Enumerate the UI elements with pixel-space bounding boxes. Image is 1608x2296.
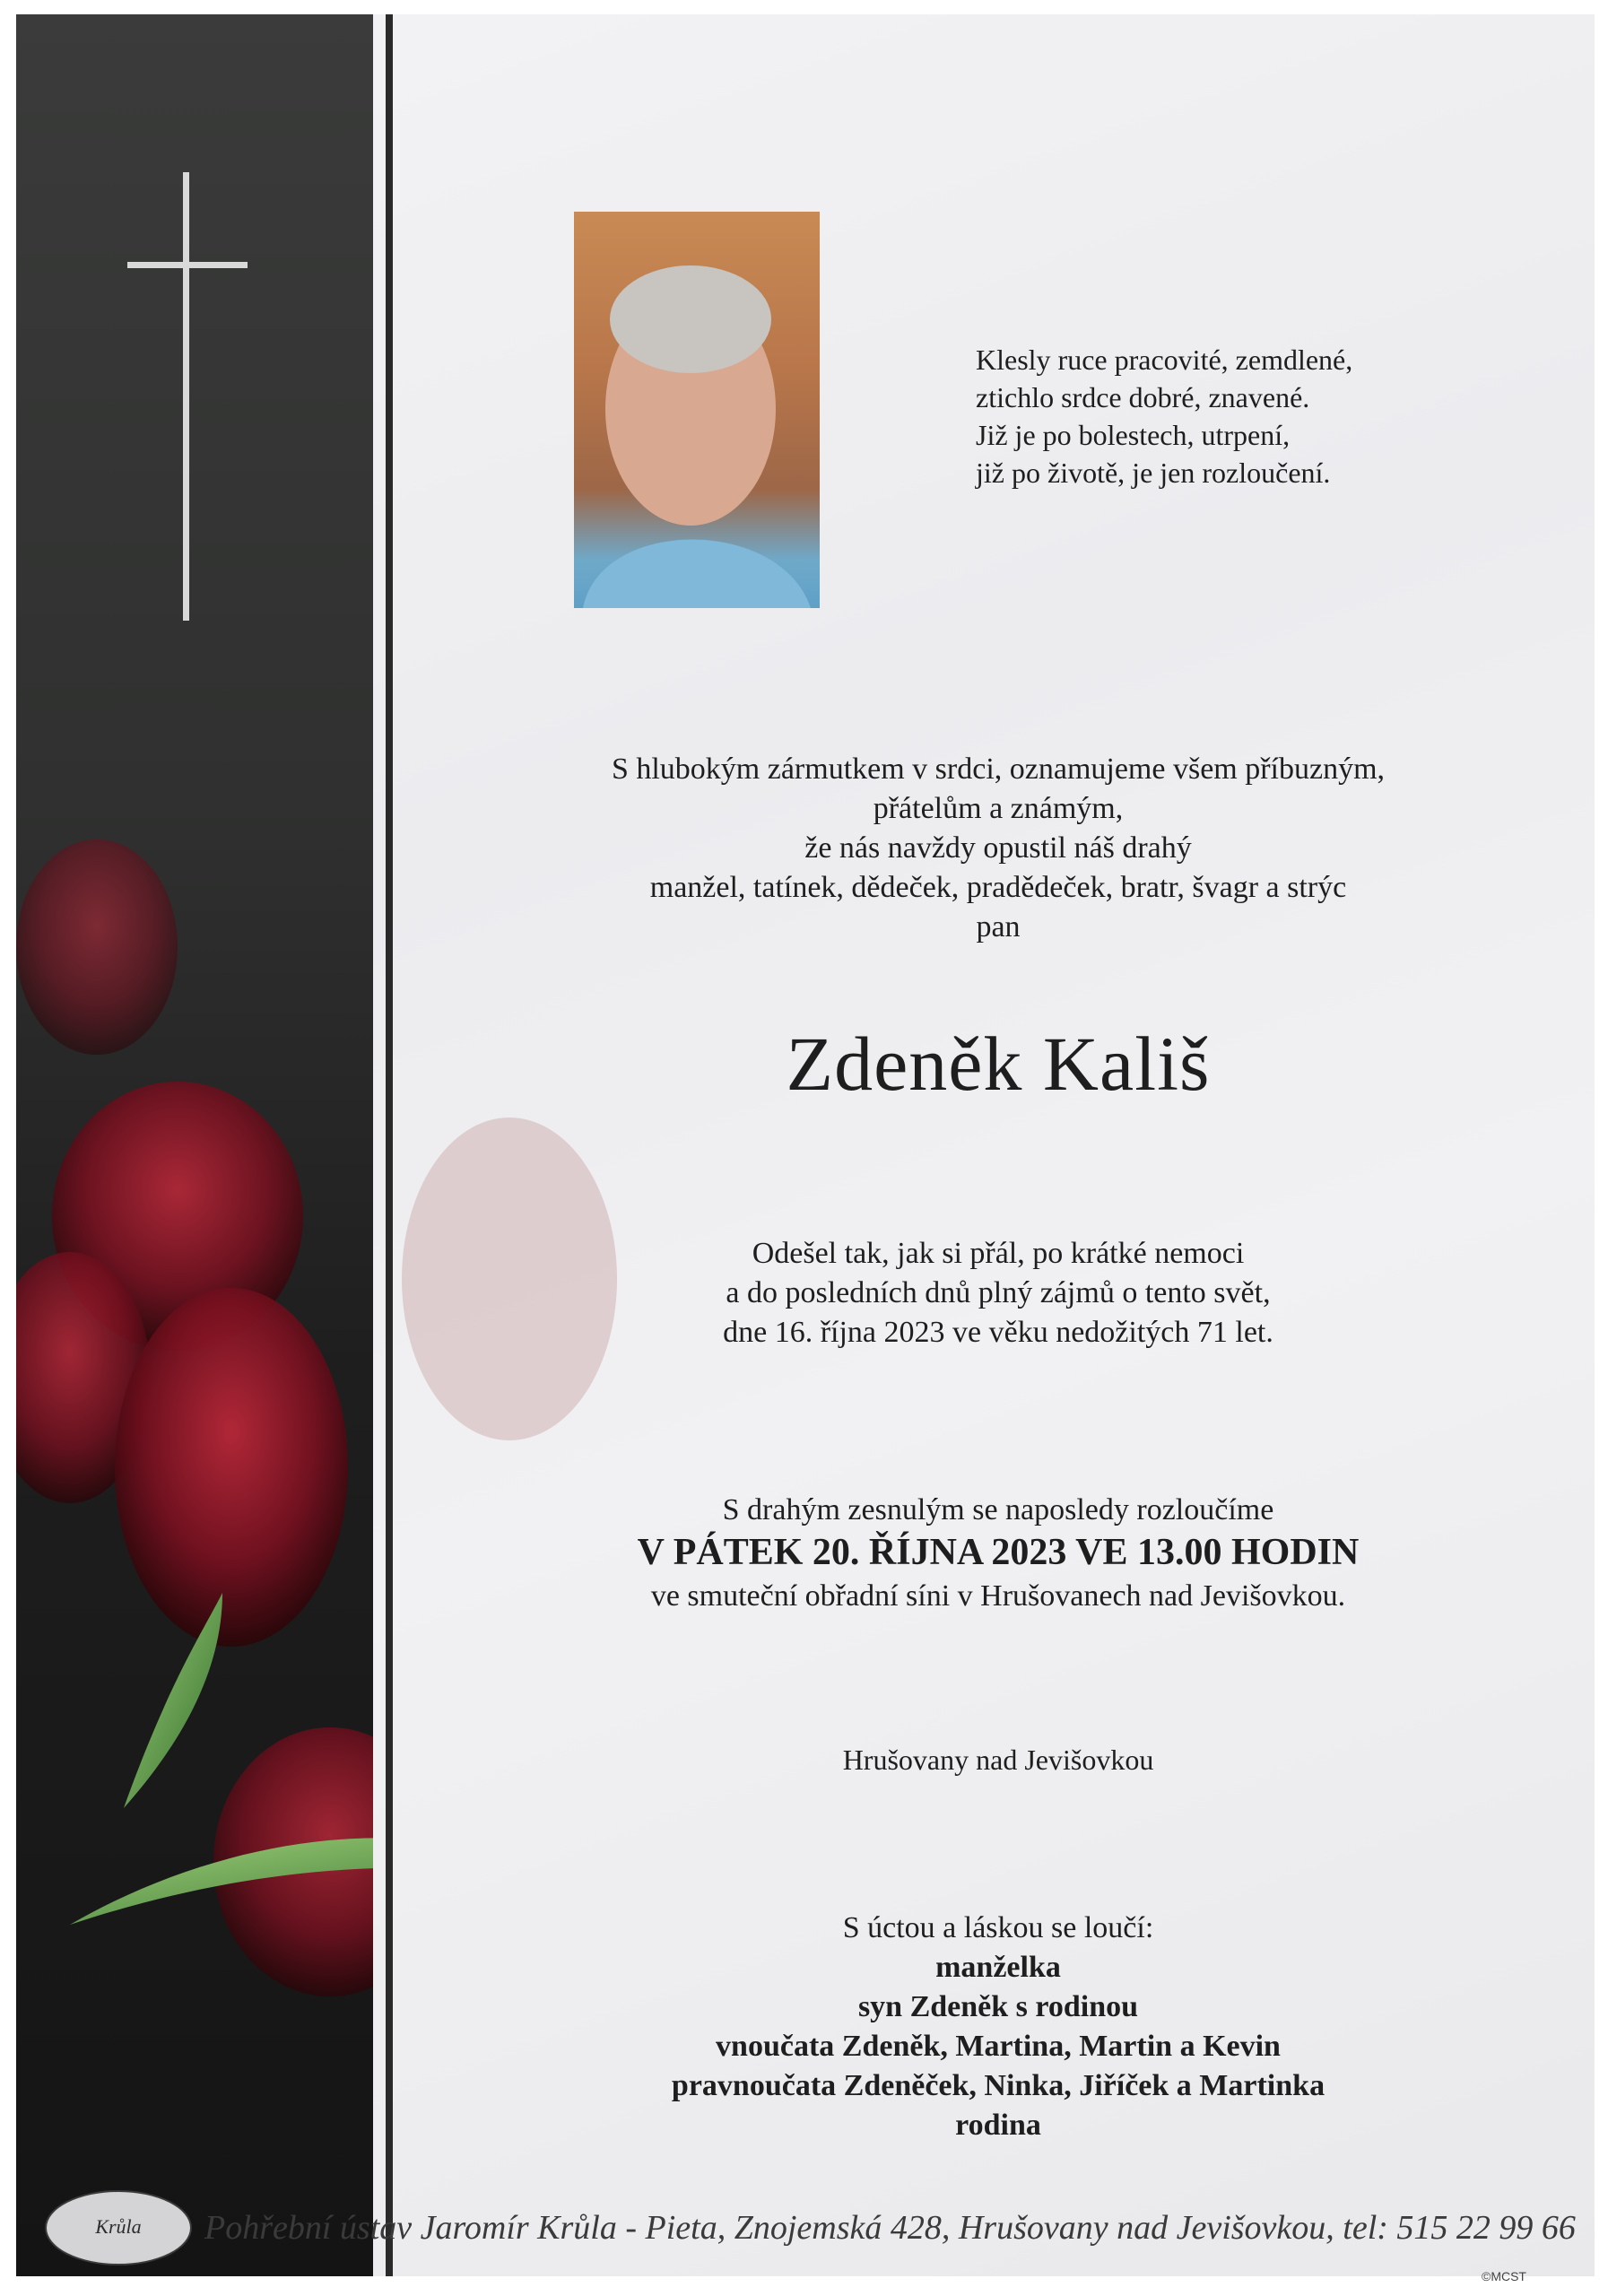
mourner-line: vnoučata Zdeněk, Martina, Martin a Kevin xyxy=(716,2030,1281,2063)
funeral-venue: ve smuteční obřadní síni v Hrušovanech nad Jevišovkou. xyxy=(650,1579,1346,1613)
band-divider-line xyxy=(386,14,393,2276)
mourner-line: pravnoučata Zdeněček, Ninka, Jiříček a Martinka xyxy=(671,2069,1326,2102)
dark-side-band xyxy=(16,14,373,2276)
intro-line: S hlubokým zármutkem v srdci, oznamujeme všem příbuzným, xyxy=(611,752,1386,786)
death-line: Odešel tak, jak si přál, po krátké nemoci xyxy=(752,1237,1245,1270)
deceased-name: Zdeněk Kališ xyxy=(786,1021,1211,1107)
farewell-intro: S úctou a láskou se loučí: xyxy=(842,1911,1154,1944)
poem-line: Již je po bolestech, utrpení, xyxy=(976,419,1291,451)
death-details xyxy=(402,1234,1595,1352)
poem-line: ztichlo srdce dobré, znavené. xyxy=(976,381,1310,413)
logo-text: Krůla xyxy=(95,2215,142,2238)
poem-line: Klesly ruce pracovité, zemdlené, xyxy=(976,344,1353,376)
mourner-line: syn Zdeněk s rodinou xyxy=(857,1990,1139,2023)
intro-line: přátelům a známým, xyxy=(873,792,1124,825)
obituary-sheet xyxy=(16,14,1595,2276)
death-line: a do posledních dnů plný zájmů o tento svět, xyxy=(726,1276,1271,1309)
announcement-intro xyxy=(402,750,1595,947)
funeral-home-footer: Pohřební ústav Jaromír Krůla - Pieta, Znojemská 428, Hrušovany nad Jevišovkou, tel: 515 22 99 66 xyxy=(204,2209,1576,2247)
place-name: Hrušovany nad Jevišovkou xyxy=(842,1744,1154,1776)
tulip-flowers-image xyxy=(16,822,373,2167)
intro-line: že nás navždy opustil náš drahý xyxy=(804,831,1192,865)
funeral-home-logo xyxy=(45,2190,192,2266)
poem-line: již po životě, je jen rozloučení. xyxy=(976,457,1331,489)
intro-line: pan xyxy=(976,910,1021,944)
mourner-line: rodina xyxy=(955,2109,1041,2142)
funeral-intro: S drahým zesnulým se naposledy rozloučíme xyxy=(722,1493,1274,1526)
copyright-mark: ©MCST xyxy=(1482,2269,1526,2283)
farewell-block xyxy=(402,1909,1595,2145)
mourner-line: manželka xyxy=(935,1951,1061,1984)
portrait-photo xyxy=(574,212,820,608)
funeral-date-time: V PÁTEK 20. ŘÍJNA 2023 VE 13.00 HODIN xyxy=(637,1532,1360,1573)
intro-line: manžel, tatínek, dědeček, pradědeček, bratr, švagr a strýc xyxy=(649,871,1347,904)
death-line: dne 16. října 2023 ve věku nedožitých 71 let. xyxy=(723,1316,1273,1349)
poem xyxy=(976,341,1352,491)
